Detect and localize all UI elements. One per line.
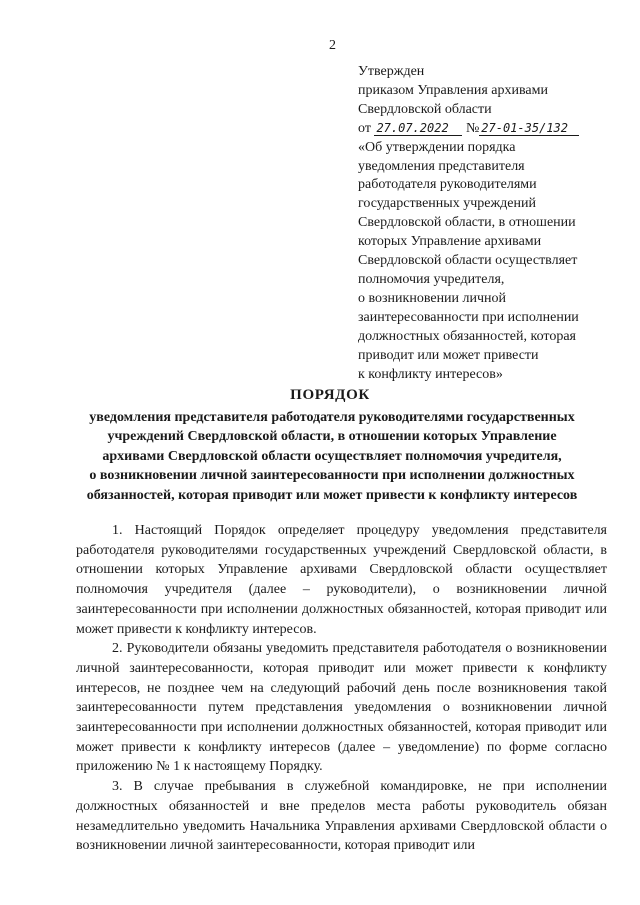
subtitle-line: о возникновении личной заинтересованности при исполнении должностных xyxy=(89,468,575,484)
approval-title-line: заинтересованности при исполнении xyxy=(358,309,579,325)
approval-title-line: к конфликту интересов» xyxy=(358,366,503,382)
approval-title-line: о возникновении личной xyxy=(358,290,507,306)
paragraph-1: 1. Настоящий Порядок определяет процедуру уведомления представителя работодателя руководителями государственных учреждений Свердловской области, в отношении которых Управление архивами Свердловской области осуществляет полномочия учредителя (далее – руководители), о возникновении личной заинтересованности при исполнении должностных обязанностей, которая приводит или может привести к конфликту интересов. xyxy=(76,523,607,637)
approval-line-region: Свердловской области xyxy=(358,101,492,117)
paragraph-2: 2. Руководители обязаны уведомить представителя работодателя о возникновении личной заинтересованности, которая приводит или может привести к конфликту интересов, не позднее чем на следующий рабочий день после возникновения такой заинтересованности путем представления уведомления о возникновении личной заинтересованности при исполнении должностных обязанностей, которая приводит или может привести к конфликту интересов (далее – уведомление) по форме согласно приложению № 1 к настоящему Порядку. xyxy=(76,641,607,775)
approval-title-line: полномочия учредителя, xyxy=(358,271,505,287)
approval-title-line: уведомления представителя xyxy=(358,158,525,174)
approval-title-line: которых Управление архивами xyxy=(358,234,542,250)
approval-title-line: приводит или может привести xyxy=(358,347,539,363)
approval-line-order: приказом Управления архивами xyxy=(358,82,548,98)
approval-from-prefix: от xyxy=(358,120,371,136)
approval-line-approved: Утвержден xyxy=(358,64,425,79)
page-number: 2 xyxy=(329,38,336,53)
approval-stamp-block xyxy=(358,63,608,384)
subtitle-line: архивами Свердловской области осуществляет полномочия учредителя, xyxy=(102,448,562,464)
approval-title-line: работодателя руководителями xyxy=(358,177,537,193)
handwritten-date: 27.07.2022 xyxy=(374,121,462,136)
document-title: ПОРЯДОК xyxy=(290,387,370,403)
subtitle-line: уведомления представителя работодателя руководителями государственных xyxy=(89,410,575,425)
approval-title-line: «Об утверждении порядка xyxy=(358,139,516,155)
approval-title-line: Свердловской области осуществляет xyxy=(358,253,578,269)
subtitle-line: учреждений Свердловской области, в отношении которых Управление xyxy=(107,429,557,445)
approval-number-prefix: № xyxy=(465,120,480,136)
approval-title-line: государственных учреждений xyxy=(358,196,536,212)
document-subtitle xyxy=(58,408,606,505)
handwritten-number: 27-01-35/132 xyxy=(479,121,579,136)
subtitle-line: обязанностей, которая приводит или может привести к конфликту интересов xyxy=(86,487,578,503)
document-body xyxy=(76,521,607,856)
approval-title-line: Свердловской области, в отношении xyxy=(358,215,576,231)
paragraph-3: 3. В случае пребывания в служебной командировке, не при исполнении должностных обязанностей и вне пределов места работы руководитель обязан незамедлительно уведомить Начальника Управления архивами Свердловской области о возникновении личной заинтересованности, которая приводит или xyxy=(76,779,607,854)
approval-title-line: должностных обязанностей, которая xyxy=(358,328,576,344)
approval-date-number-line xyxy=(358,120,608,139)
